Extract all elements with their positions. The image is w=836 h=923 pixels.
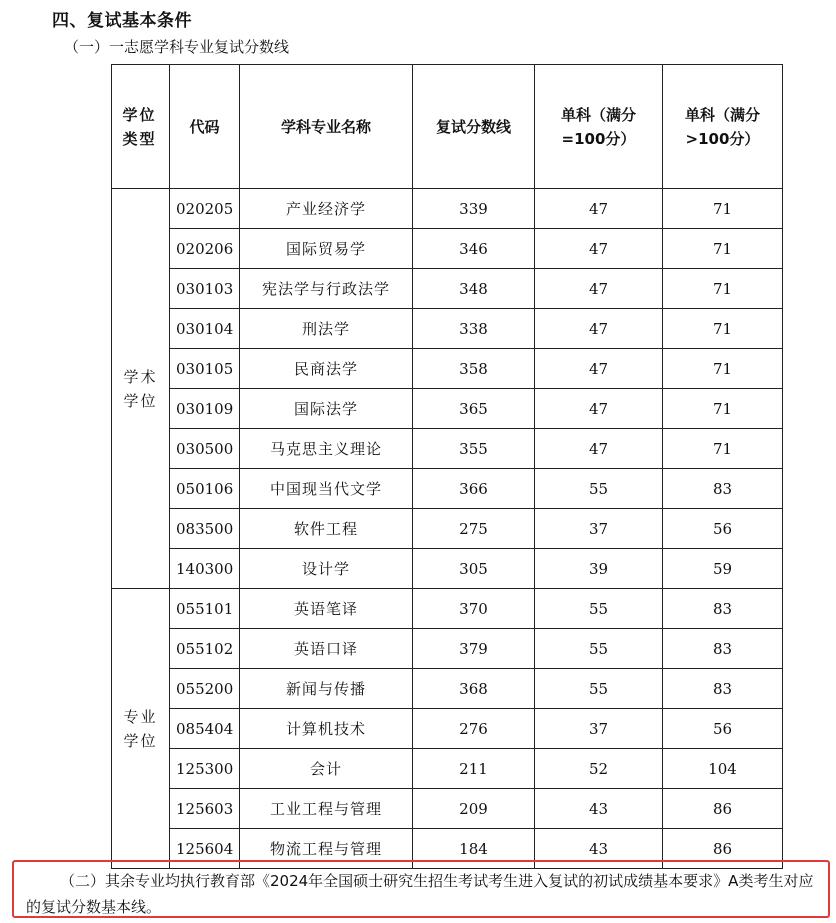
section-heading: 四、复试基本条件 — [52, 11, 192, 31]
header-degree-type: 学位类型 — [112, 65, 170, 189]
subsection-heading: （一）一志愿学科专业复试分数线 — [64, 38, 290, 56]
single-100-cell: 47 — [535, 429, 663, 469]
table-row — [112, 429, 783, 469]
single-gt100-cell: 83 — [663, 629, 783, 669]
score-line-cell: 370 — [413, 589, 535, 629]
single-gt100-cell: 86 — [663, 789, 783, 829]
score-line-cell: 379 — [413, 629, 535, 669]
score-line-cell: 355 — [413, 429, 535, 469]
single-100-cell: 47 — [535, 229, 663, 269]
single-100-cell: 47 — [535, 269, 663, 309]
table-row — [112, 469, 783, 509]
header-score-line: 复试分数线 — [413, 65, 535, 189]
code-cell: 055102 — [170, 629, 240, 669]
table-row — [112, 749, 783, 789]
single-100-cell: 47 — [535, 389, 663, 429]
single-100-cell: 52 — [535, 749, 663, 789]
single-gt100-cell: 83 — [663, 469, 783, 509]
major-name-cell: 民商法学 — [240, 349, 413, 389]
code-cell: 083500 — [170, 509, 240, 549]
note-paragraph: （二）其余专业均执行教育部《2024年全国硕士研究生招生考试考生进入复试的初试成绩基本要求》A类考生对应的复试分数基本线。 — [26, 872, 814, 916]
single-gt100-cell: 86 — [663, 829, 783, 869]
major-name-cell: 物流工程与管理 — [240, 829, 413, 869]
single-100-cell: 47 — [535, 349, 663, 389]
single-gt100-cell: 83 — [663, 669, 783, 709]
score-line-cell: 305 — [413, 549, 535, 589]
score-line-cell: 368 — [413, 669, 535, 709]
code-cell: 030105 — [170, 349, 240, 389]
degree-type-cell: 学术学位 — [112, 189, 170, 589]
code-cell: 030104 — [170, 309, 240, 349]
major-name-cell: 软件工程 — [240, 509, 413, 549]
table-row — [112, 189, 783, 229]
single-100-cell: 37 — [535, 709, 663, 749]
single-gt100-cell: 71 — [663, 349, 783, 389]
table-row — [112, 309, 783, 349]
table-row — [112, 709, 783, 749]
single-gt100-cell: 71 — [663, 229, 783, 269]
major-name-cell: 新闻与传播 — [240, 669, 413, 709]
single-100-cell: 43 — [535, 829, 663, 869]
header-code: 代码 — [170, 65, 240, 189]
single-gt100-cell: 71 — [663, 429, 783, 469]
single-gt100-cell: 71 — [663, 309, 783, 349]
score-table — [111, 64, 783, 869]
major-name-cell: 会计 — [240, 749, 413, 789]
table-row — [112, 669, 783, 709]
score-line-cell: 184 — [413, 829, 535, 869]
score-line-cell: 365 — [413, 389, 535, 429]
major-name-cell: 国际贸易学 — [240, 229, 413, 269]
score-line-cell: 338 — [413, 309, 535, 349]
single-gt100-cell: 56 — [663, 709, 783, 749]
major-name-cell: 英语笔译 — [240, 589, 413, 629]
header-major-name: 学科专业名称 — [240, 65, 413, 189]
major-name-cell: 设计学 — [240, 549, 413, 589]
table-row — [112, 589, 783, 629]
code-cell: 030109 — [170, 389, 240, 429]
code-cell: 140300 — [170, 549, 240, 589]
code-cell: 055200 — [170, 669, 240, 709]
score-line-cell: 348 — [413, 269, 535, 309]
single-100-cell: 37 — [535, 509, 663, 549]
major-name-cell: 工业工程与管理 — [240, 789, 413, 829]
header-single-100: 单科（满分=100分） — [535, 65, 663, 189]
table-row — [112, 789, 783, 829]
code-cell: 055101 — [170, 589, 240, 629]
score-line-cell: 366 — [413, 469, 535, 509]
score-line-cell: 346 — [413, 229, 535, 269]
table-row — [112, 349, 783, 389]
score-line-cell: 209 — [413, 789, 535, 829]
code-cell: 050106 — [170, 469, 240, 509]
code-cell: 085404 — [170, 709, 240, 749]
single-gt100-cell: 104 — [663, 749, 783, 789]
single-gt100-cell: 71 — [663, 189, 783, 229]
single-100-cell: 39 — [535, 549, 663, 589]
header-single-gt100: 单科（满分>100分） — [663, 65, 783, 189]
single-100-cell: 55 — [535, 589, 663, 629]
score-line-cell: 358 — [413, 349, 535, 389]
single-100-cell: 47 — [535, 309, 663, 349]
table-row — [112, 509, 783, 549]
code-cell: 020205 — [170, 189, 240, 229]
table-body — [112, 189, 783, 869]
degree-type-cell: 专业学位 — [112, 589, 170, 869]
major-name-cell: 英语口译 — [240, 629, 413, 669]
table-header-row — [112, 65, 783, 189]
major-name-cell: 宪法学与行政法学 — [240, 269, 413, 309]
major-name-cell: 中国现当代文学 — [240, 469, 413, 509]
score-line-cell: 211 — [413, 749, 535, 789]
score-line-cell: 339 — [413, 189, 535, 229]
single-gt100-cell: 59 — [663, 549, 783, 589]
table-row — [112, 389, 783, 429]
single-100-cell: 47 — [535, 189, 663, 229]
single-100-cell: 55 — [535, 469, 663, 509]
single-gt100-cell: 71 — [663, 389, 783, 429]
single-gt100-cell: 56 — [663, 509, 783, 549]
major-name-cell: 产业经济学 — [240, 189, 413, 229]
major-name-cell: 刑法学 — [240, 309, 413, 349]
score-line-cell: 276 — [413, 709, 535, 749]
code-cell: 125603 — [170, 789, 240, 829]
single-gt100-cell: 83 — [663, 589, 783, 629]
code-cell: 125604 — [170, 829, 240, 869]
major-name-cell: 计算机技术 — [240, 709, 413, 749]
table-row — [112, 269, 783, 309]
code-cell: 020206 — [170, 229, 240, 269]
major-name-cell: 马克思主义理论 — [240, 429, 413, 469]
single-100-cell: 43 — [535, 789, 663, 829]
code-cell: 125300 — [170, 749, 240, 789]
code-cell: 030500 — [170, 429, 240, 469]
major-name-cell: 国际法学 — [240, 389, 413, 429]
table-row — [112, 629, 783, 669]
table-row — [112, 229, 783, 269]
code-cell: 030103 — [170, 269, 240, 309]
score-line-cell: 275 — [413, 509, 535, 549]
table-row — [112, 549, 783, 589]
single-gt100-cell: 71 — [663, 269, 783, 309]
single-100-cell: 55 — [535, 669, 663, 709]
single-100-cell: 55 — [535, 629, 663, 669]
